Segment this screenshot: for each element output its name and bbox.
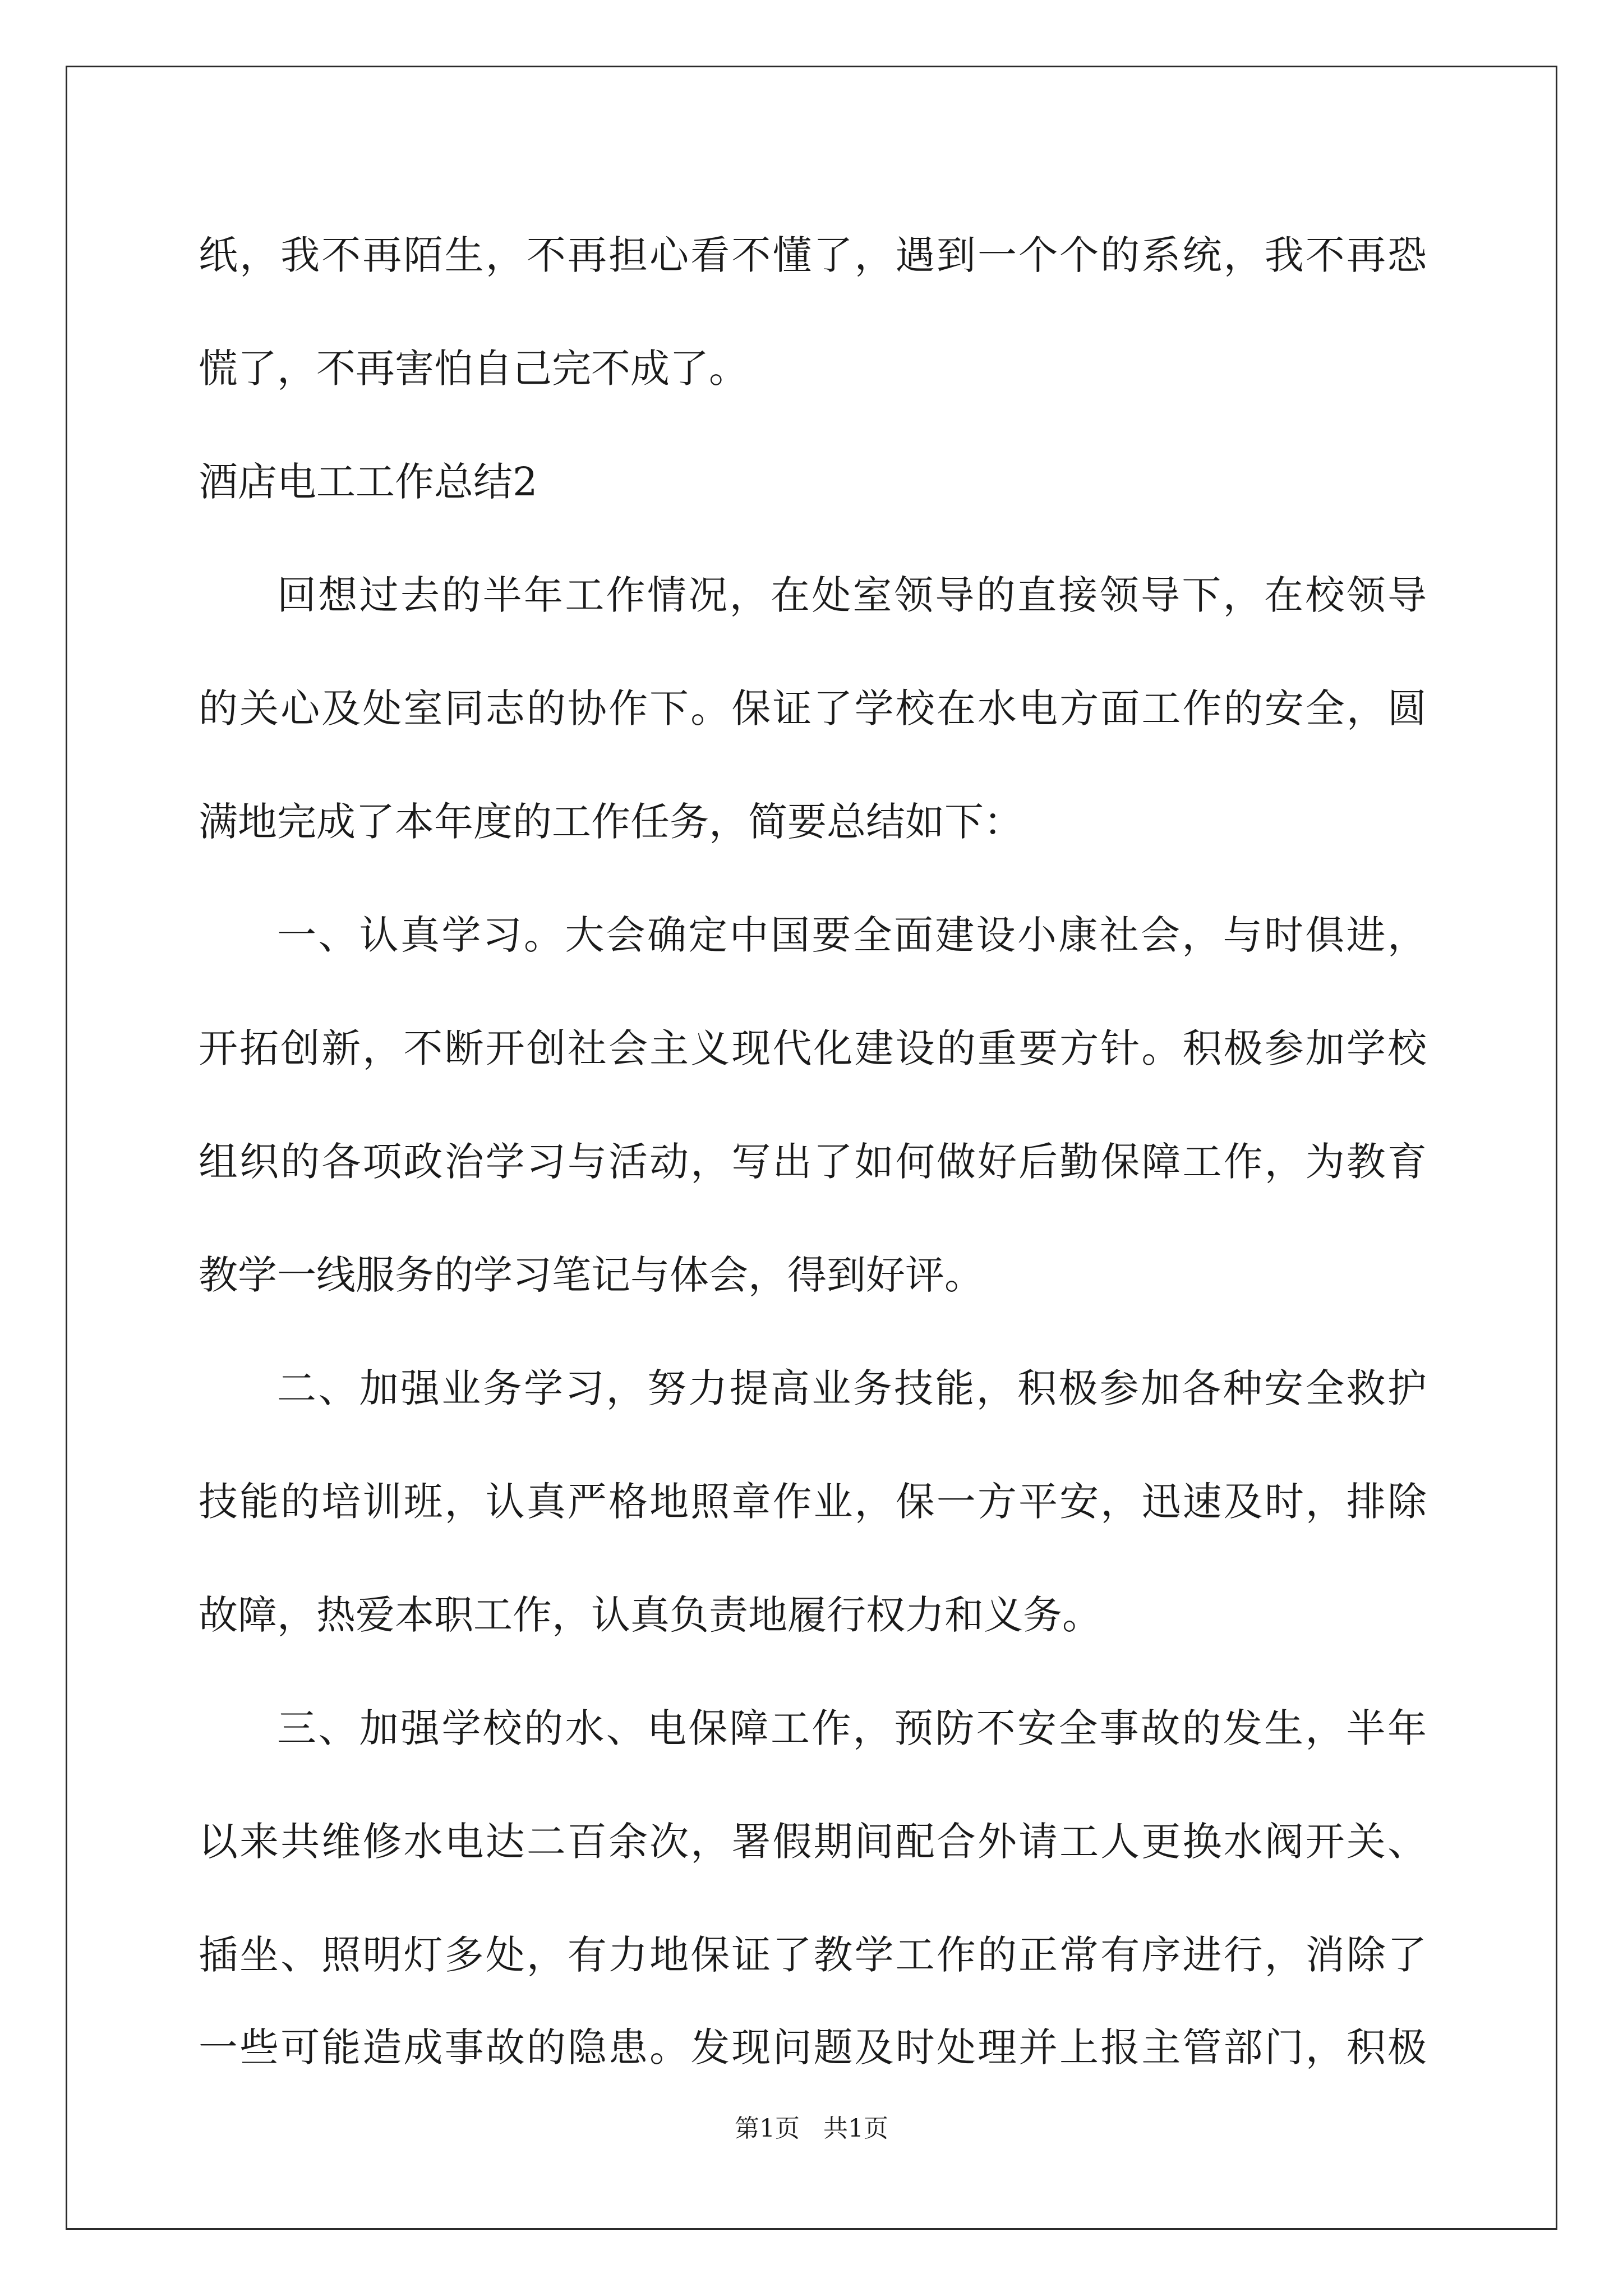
- paragraph-line: 以来共维修水电达二百余次，署假期间配合外请工人更换水阀开关、: [199, 1819, 1427, 1865]
- page-footer: 第1页 共1页: [735, 2114, 888, 2143]
- paragraph-line: 教学一线服务的学习笔记与体会，得到好评。: [199, 1252, 984, 1298]
- paragraph-line: 插坐、照明灯多处，有力地保证了教学工作的正常有序进行，消除了: [199, 1932, 1427, 1978]
- paragraph-line: 纸，我不再陌生，不再担心看不懂了，遇到一个个的系统，我不再恐: [199, 232, 1427, 278]
- paragraph-line: 三、加强学校的水、电保障工作，预防不安全事故的发生，半年: [277, 1705, 1427, 1751]
- paragraph-line: 回想过去的半年工作情况，在处室领导的直接领导下，在校领导: [277, 572, 1427, 618]
- paragraph-line: 一些可能造成事故的隐患。发现问题及时处理并上报主管部门，积极: [199, 2024, 1427, 2070]
- paragraph-line: 满地完成了本年度的工作任务，简要总结如下：: [199, 799, 1023, 845]
- paragraph-line: 技能的培训班，认真严格地照章作业，保一方平安，迅速及时，排除: [199, 1479, 1427, 1525]
- section-heading: 酒店电工工作总结2: [199, 459, 538, 505]
- paragraph-line: 的关心及处室同志的协作下。保证了学校在水电方面工作的安全，圆: [199, 685, 1427, 731]
- paragraph-line: 故障，热爱本职工作，认真负责地履行权力和义务。: [199, 1592, 1101, 1638]
- paragraph-line: 组织的各项政治学习与活动，写出了如何做好后勤保障工作，为教育: [199, 1139, 1427, 1185]
- paragraph-line: 开拓创新，不断开创社会主义现代化建设的重要方针。积极参加学校: [199, 1025, 1427, 1071]
- paragraph-line: 慌了，不再害怕自己完不成了。: [199, 346, 748, 392]
- paragraph-line: 二、加强业务学习，努力提高业务技能，积极参加各种安全救护: [277, 1365, 1427, 1411]
- paragraph-line: 一、认真学习。大会确定中国要全面建设小康社会，与时俱进，: [277, 912, 1427, 958]
